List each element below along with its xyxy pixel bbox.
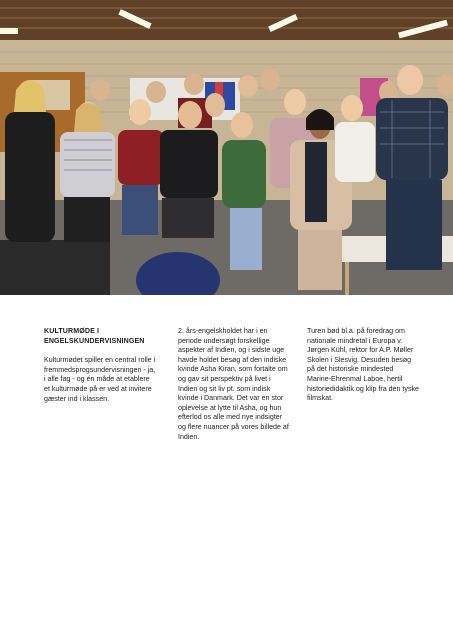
- heading-line-1: KULTURMØDE I: [44, 327, 100, 335]
- column-1-text: Kulturmødet spiller en central rolle i fremmedsprogsundervisningen - ja, i alle fag - og én måde at etablere et kulturmøde på er ved at invitere gæster ind i klassen.: [44, 356, 156, 403]
- group-photo-icon: [0, 0, 453, 295]
- column-2: [178, 327, 290, 442]
- heading-line-2: ENGELSKUNDERVISNINGEN: [44, 336, 145, 345]
- column-3-text: Turen bød bl.a. på foredrag om nationale mindretal i Europa v. Jørgen Kühl, rektor for A.P. Møller Skolen i Slesvig. Desuden besøg på det historiske mindested Marine-Ehrenmal Laboe, hertil historiedidaktik og klip fra den tyske filmskat.: [307, 327, 419, 403]
- article-heading: [44, 327, 156, 346]
- column-2-text: 2. års-engelskholdet har i en periode undersøgt forskellige aspekter af Indien, og i sidste uge havde holdet besøg af den indiske kvinde Asha Kiran, som fortalte om og gav sit perspektiv på livet i Indien og sit liv pt. som indisk kvinde i Danmark. Det var en stor oplevelse at lytte til Asha, og hun efterlod os alle med nye indsigter og flere nuancer på vores billede af Indien.: [178, 327, 289, 441]
- column-1: [44, 327, 156, 404]
- column-3: [307, 327, 419, 404]
- group-photo: [0, 0, 453, 295]
